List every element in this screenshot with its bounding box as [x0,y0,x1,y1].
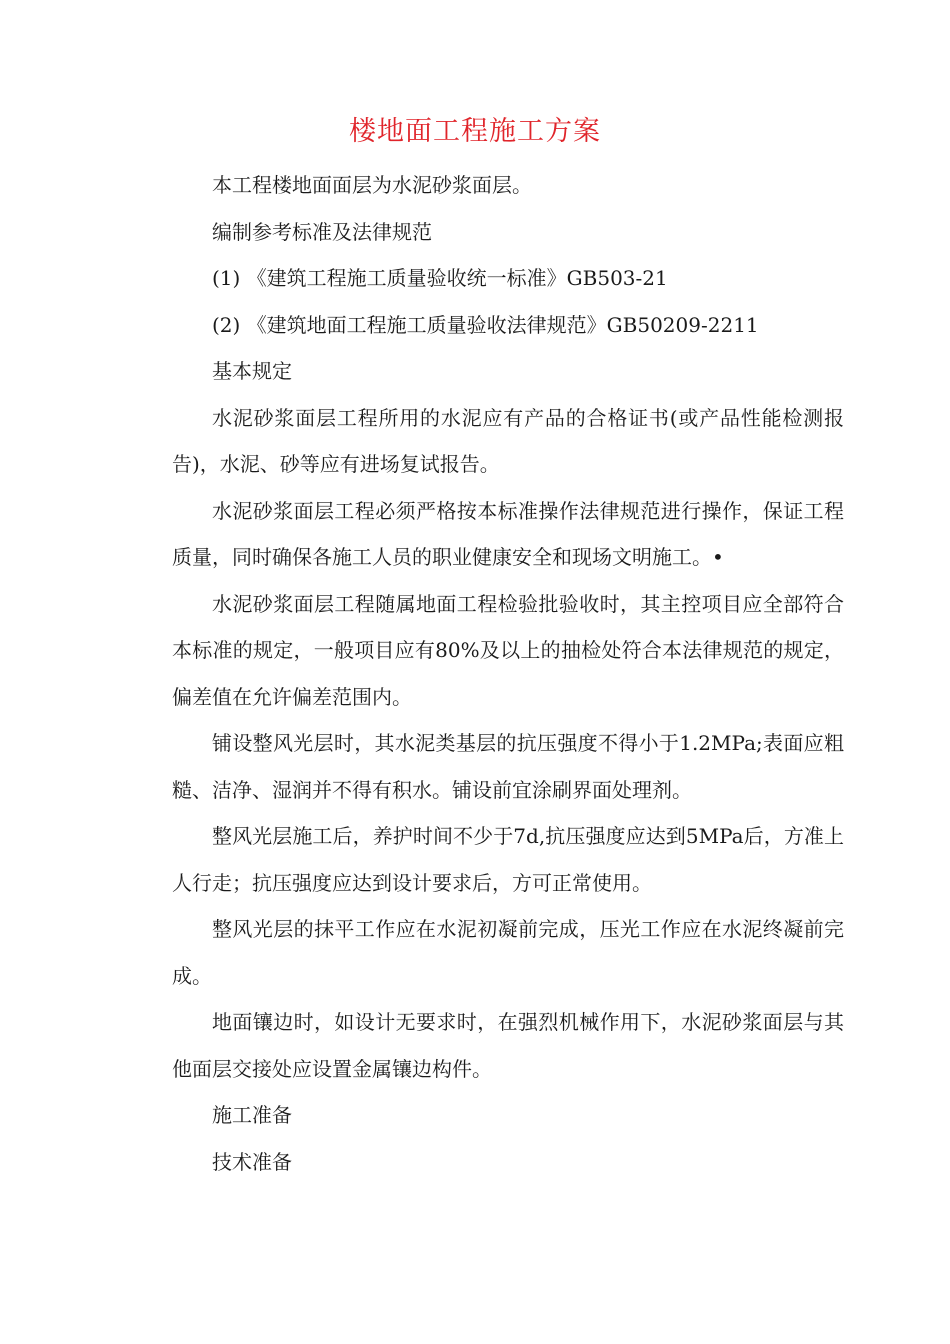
paragraph: 水泥砂浆面层工程必须严格按本标准操作法律规范进行操作，保证工程质量，同时确保各施工人员的职业健康安全和现场文明施工。• [172,498,844,569]
section-heading: 编制参考标准及法律规范 [212,219,432,244]
paragraph: 铺设整风光层时，其水泥类基层的抗压强度不得小于1.2MPa;表面应粗糙、洁净、湿润并不得有积水。铺设前宜涂刷界面处理剂。 [172,731,844,802]
list-item: (2) 《建筑地面工程施工质量验收法律规范》GB50209-2211 [212,312,759,337]
section-heading: 技术准备 [212,1149,292,1174]
paragraph: 水泥砂浆面层工程所用的水泥应有产品的合格证书(或产品性能检测报告)，水泥、砂等应有进场复试报告。 [172,405,844,476]
paragraph: 本工程楼地面面层为水泥砂浆面层。 [212,173,532,197]
paragraph: 整风光层施工后，养护时间不少于7d,抗压强度应达到5MPa后，方准上人行走；抗压强度应达到设计要求后，方可正常使用。 [172,824,844,895]
section-heading: 基本规定 [212,359,292,383]
paragraph: 地面镶边时，如设计无要求时，在强烈机械作用下，水泥砂浆面层与其他面层交接处应设置金属镶边构件。 [172,1010,844,1081]
section-heading: 施工准备 [212,1103,292,1127]
document-title: 楼地面工程施工方案 [349,116,601,147]
paragraph: 水泥砂浆面层工程随属地面工程检验批验收时，其主控项目应全部符合本标准的规定，一般项目应有80%及以上的抽检处符合本法律规范的规定，偏差值在允许偏差范围内。 [172,591,844,709]
paragraph: 整风光层的抹平工作应在水泥初凝前完成，压光工作应在水泥终凝前完成。 [172,917,844,988]
list-item: (1) 《建筑工程施工质量验收统一标准》GB503-21 [212,266,668,290]
document-body [172,162,844,1185]
